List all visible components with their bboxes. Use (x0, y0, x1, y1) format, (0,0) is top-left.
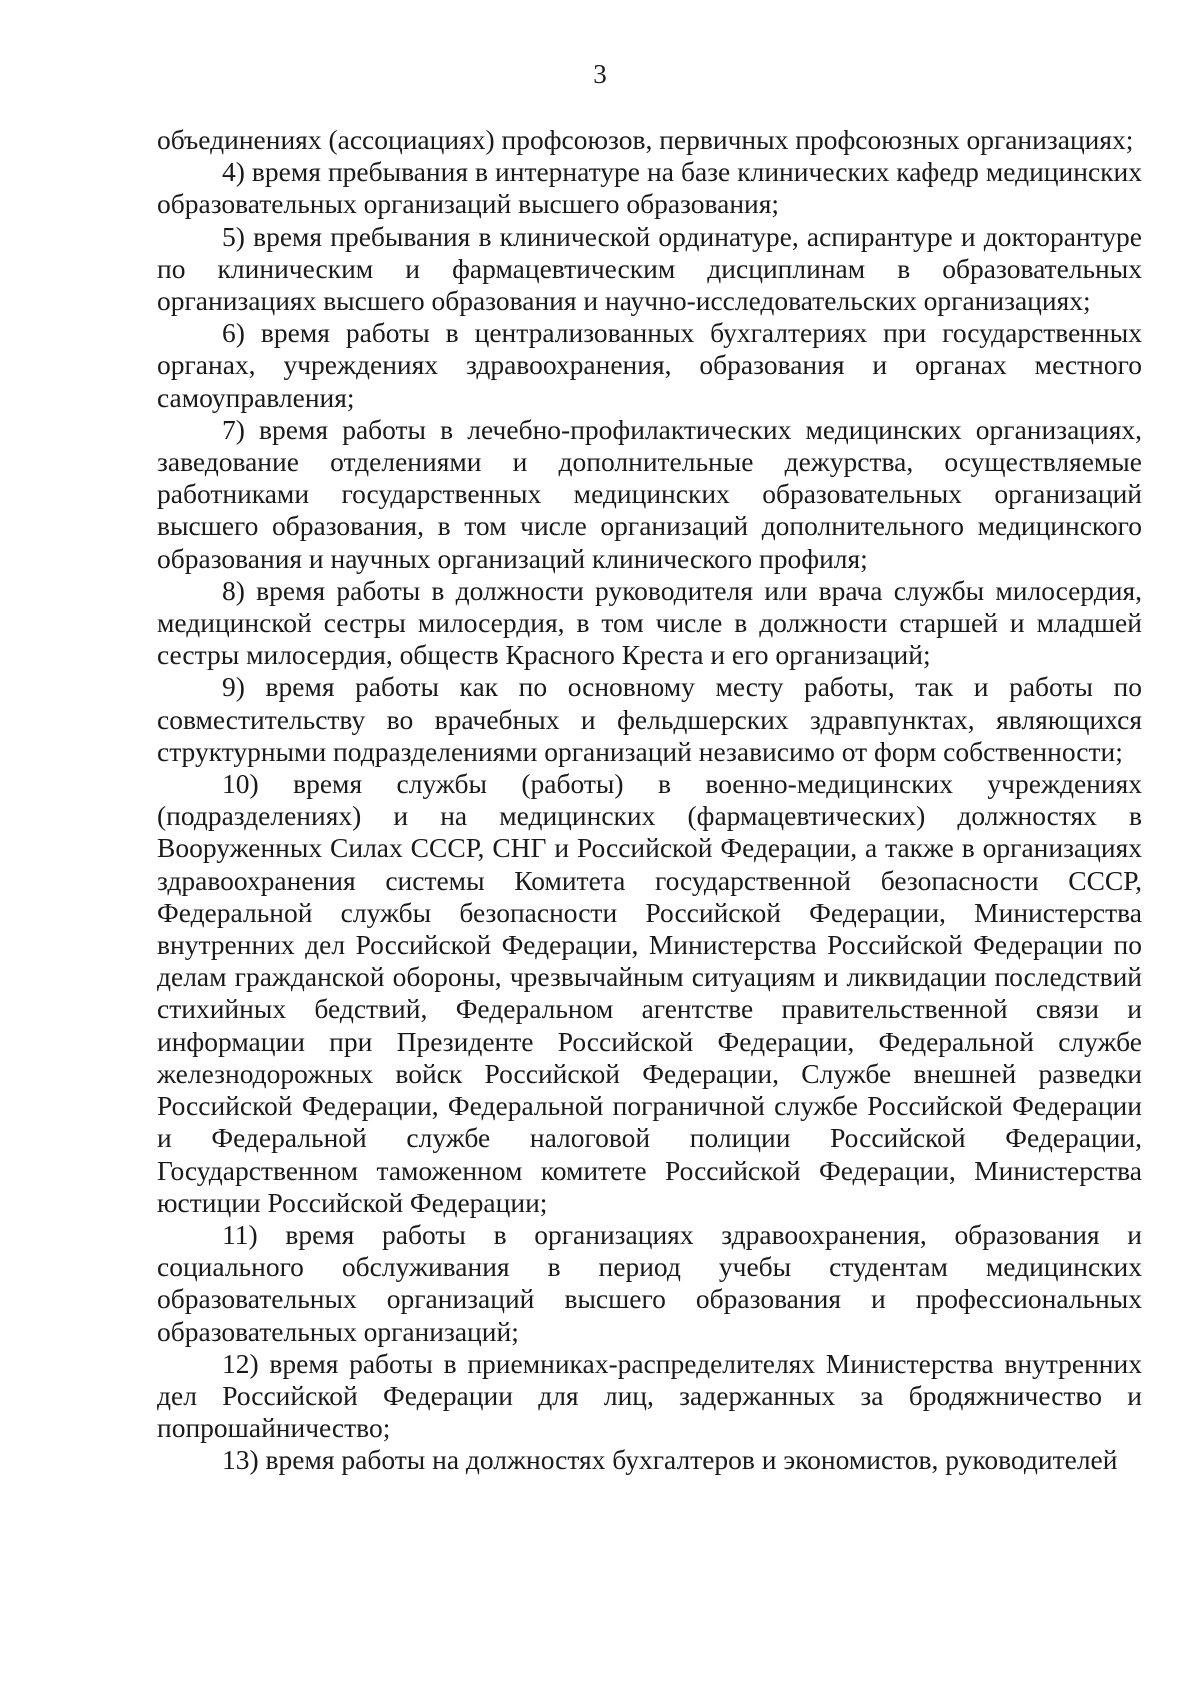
page-number: 3 (593, 59, 607, 89)
list-item-12: 12) время работы в приемниках-распределителях Министерства внутренних дел Российской Федерации для лиц, задержанных за бродяжничество и попрошайничество; (157, 1347, 1142, 1444)
list-item-11: 11) время работы в организациях здравоохранения, образования и социального обслуживания в период учебы студентам медицинских образовательных организаций высшего образования и профессиональных образовательных организаций; (157, 1218, 1142, 1347)
list-item-7: 7) время работы в лечебно-профилактических медицинских организациях, заведование отделениями и дополнительные дежурства, осуществляемые работниками государственных медицинских образовательных организаций высшего образования, в том числе организаций дополнительного медицинского образования и научных организаций клинического профиля; (157, 413, 1142, 574)
list-item-10: 10) время службы (работы) в военно-медицинских учреждениях (подразделениях) и на медицинских (фармацевтических) должностях в Вооруженных Силах СССР, СНГ и Российской Федерации, а также в организациях здравоохранения системы Комитета государственной безопасности СССР, Федеральной службы безопасности Российской Федерации, Министерства внутренних дел Российской Федерации, Министерства Российской Федерации по делам гражданской обороны, чрезвычайным ситуациям и ликвидации последствий стихийных бедствий, Федеральном агентстве правительственной связи и информации при Президенте Российской Федерации, Федеральной службе железнодорожных войск Российской Федерации, Службе внешней разведки Российской Федерации, Федеральной пограничной службе Российской Федерации и Федеральной службе налоговой полиции Российской Федерации, Государственном таможенном комитете Российской Федерации, Министерства юстиции Российской Федерации; (157, 768, 1142, 1218)
list-item-13: 13) время работы на должностях бухгалтеров и экономистов, руководителей (222, 1444, 1118, 1476)
list-item-6: 6) время работы в централизованных бухгалтериях при государственных органах, учреждениях здравоохранения, образования и органах местного самоуправления; (157, 317, 1142, 413)
document-body (157, 124, 1142, 1477)
paragraph-continuation: объединениях (ассоциациях) профсоюзов, первичных профсоюзных организациях; (157, 124, 1134, 155)
list-item-5: 5) время пребывания в клинической ординатуре, аспирантуре и докторантуре по клиническим и фармацевтическим дисциплинам в образовательных организациях высшего образования и научно-исследовательских организациях; (157, 220, 1142, 317)
list-item-8: 8) время работы в должности руководителя или врача службы милосердия, медицинской сестры милосердия, в том числе в должности старшей и младшей сестры милосердия, обществ Красного Креста и его организаций; (157, 574, 1142, 671)
list-item-9: 9) время работы как по основному месту работы, так и работы по совместительству во врачебных и фельдшерских здравпунктах, являющихся структурными подразделениями организаций независимо от форм собственности; (157, 671, 1142, 767)
list-item-4: 4) время пребывания в интернатуре на базе клинических кафедр медицинских образовательных организаций высшего образования; (157, 156, 1142, 220)
